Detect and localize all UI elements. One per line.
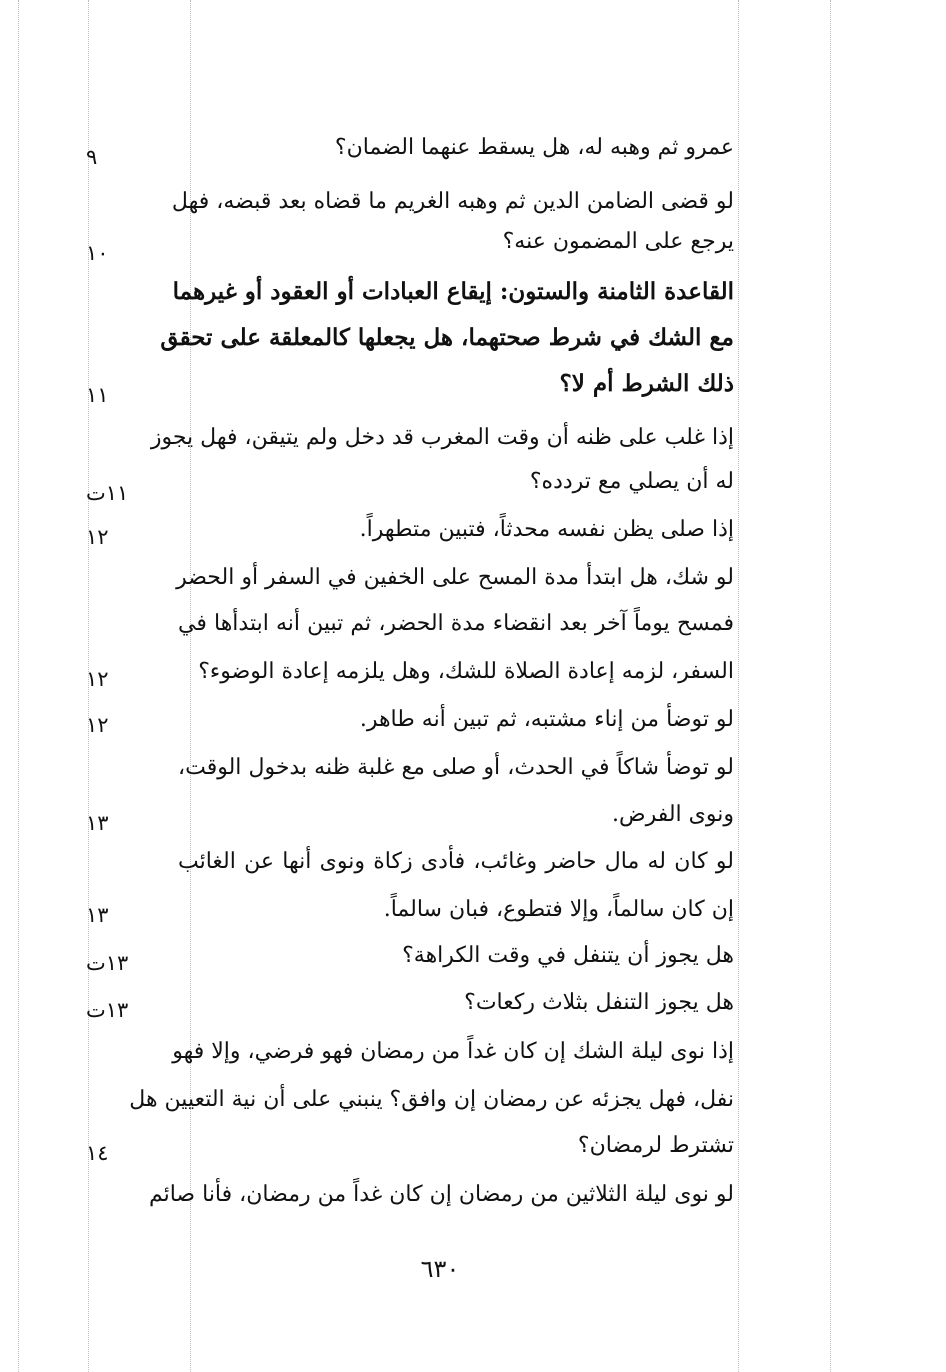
text-line: لو توضأ شاكاً في الحدث، أو صلى مع غلبة ظنه بدخول الوقت، bbox=[178, 755, 734, 780]
margin-number: ٩ bbox=[86, 145, 98, 169]
margin-number: ١٣ bbox=[86, 903, 109, 927]
text-line: يرجع على المضمون عنه؟ bbox=[502, 229, 734, 254]
text-line: ونوى الفرض. bbox=[612, 802, 734, 827]
text-line: إذا نوى ليلة الشك إن كان غداً من رمضان فهو فرضي، وإلا فهو bbox=[172, 1039, 734, 1064]
margin-number: ١٢ bbox=[86, 667, 109, 691]
margin-number: ١٠ bbox=[86, 241, 109, 265]
rule-heading-line: القاعدة الثامنة والستون: إيقاع العبادات أو العقود أو غيرهما bbox=[172, 278, 734, 305]
text-line: السفر، لزمه إعادة الصلاة للشك، وهل يلزمه إعادة الوضوء؟ bbox=[198, 659, 734, 684]
text-line: نفل، فهل يجزئه عن رمضان إن وافق؟ ينبني على أن نية التعيين هل bbox=[129, 1087, 734, 1112]
text-line: تشترط لرمضان؟ bbox=[577, 1133, 734, 1158]
text-line: لو شك، هل ابتدأ مدة المسح على الخفين في السفر أو الحضر bbox=[176, 565, 734, 590]
text-line: هل يجوز التنفل بثلاث ركعات؟ bbox=[464, 990, 734, 1015]
text-line: إذا صلى يظن نفسه محدثاً، فتبين متطهراً. bbox=[359, 517, 734, 542]
margin-number: ١٣ bbox=[86, 811, 109, 835]
margin-number: ١٢ bbox=[86, 713, 109, 737]
text-line: لو توضأ من إناء مشتبه، ثم تبين أنه طاهر. bbox=[359, 707, 734, 732]
rule-heading-line: ذلك الشرط أم لا؟ bbox=[559, 370, 734, 397]
page-number: ٦٣٠ bbox=[420, 1255, 460, 1283]
rule-heading-line: مع الشك في شرط صحتهما، هل يجعلها كالمعلقة على تحقق bbox=[160, 324, 734, 351]
text-line: لو كان له مال حاضر وغائب، فأدى زكاة ونوى أنها عن الغائب bbox=[178, 849, 734, 874]
text-line: هل يجوز أن يتنفل في وقت الكراهة؟ bbox=[402, 943, 734, 968]
margin-number: ١٣ت bbox=[86, 998, 129, 1022]
margin-number: ١٢ bbox=[86, 525, 109, 549]
margin-number: ١٣ت bbox=[86, 951, 129, 975]
margin-number: ١١ bbox=[86, 383, 109, 407]
margin-number: ١١ت bbox=[86, 481, 129, 505]
text-line: لو قضى الضامن الدين ثم وهبه الغريم ما قضاه بعد قبضه، فهل bbox=[171, 189, 734, 214]
text-line: له أن يصلي مع تردده؟ bbox=[529, 469, 734, 494]
margin-number: ١٤ bbox=[86, 1141, 109, 1165]
text-line: إن كان سالماً، وإلا فتطوع، فبان سالماً. bbox=[383, 897, 734, 922]
text-line: لو نوى ليلة الثلاثين من رمضان إن كان غداً من رمضان، فأنا صائم bbox=[148, 1182, 734, 1207]
text-line: عمرو ثم وهبه له، هل يسقط عنهما الضمان؟ bbox=[334, 135, 734, 160]
text-line: فمسح يوماً آخر بعد انقضاء مدة الحضر، ثم تبين أنه ابتدأها في bbox=[178, 611, 734, 636]
text-line: إذا غلب على ظنه أن وقت المغرب قد دخل ولم يتيقن، فهل يجوز bbox=[150, 425, 734, 450]
